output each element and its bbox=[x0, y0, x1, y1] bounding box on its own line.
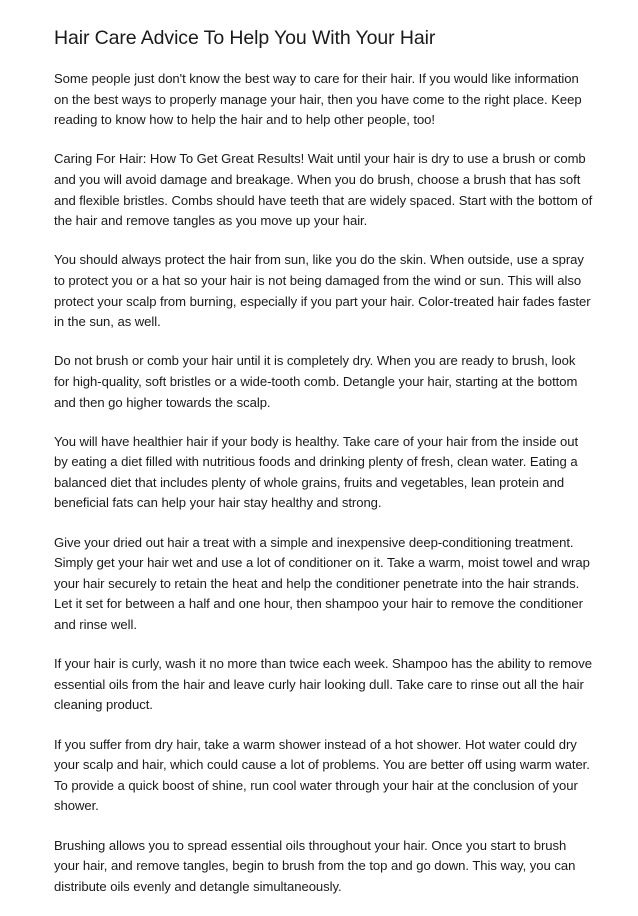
paragraph-brushing-dry: Do not brush or comb your hair until it is completely dry. When you are ready to brush, look for high-quality, soft bristles or a wide-tooth comb. Detangle your hair, starting at the bottom and then go higher towards the scalp. bbox=[54, 353, 578, 410]
paragraph-healthy-body: You will have healthier hair if your body is healthy. Take care of your hair from the inside out by eating a diet filled with nutritious foods and drinking plenty of fresh, clean water. Eating a balanced diet that includes plenty of whole grains, fruits and vegetables, lean protein and beneficial fats can help your hair stay healthy and strong. bbox=[54, 433, 579, 511]
paragraph-brushing-oils: Brushing allows you to spread essential oils throughout your hair. Once you start to brush your hair, and remove tangles, begin to brush from the top and go down. This way, you can distribute oils evenly and detangle simultaneously. bbox=[54, 837, 576, 894]
paragraph-dry-hair-shower: If you suffer from dry hair, take a warm shower instead of a hot shower. Hot water could dry your scalp and hair, which could cause a lot of problems. You are better off using warm water. To provide a quick boost of shine, run cool water through your hair at the conclusion of your shower. bbox=[54, 736, 590, 814]
paragraph-sun-protection: You should always protect the hair from sun, like you do the skin. When outside, use a spray to protect you or a hat so your hair is not being damaged from the wind or sun. This will also protect your scalp from burning, especially if you part your hair. Color-treated hair fades faster in the sun, as well. bbox=[54, 252, 591, 330]
paragraph-deep-conditioning: Give your dried out hair a treat with a simple and inexpensive deep-conditioning treatment. Simply get your hair wet and use a lot of conditioner on it. Take a warm, moist towel and wrap your hair securely to retain the heat and help the conditioner penetrate into the hair strands. Let it set for between a half and one hour, then shampoo your hair to remove the conditioner and rinse well. bbox=[54, 534, 590, 633]
document-page bbox=[54, 24, 594, 916]
paragraph-curly-hair: If your hair is curly, wash it no more than twice each week. Shampoo has the ability to remove essential oils from the hair and leave curly hair looking dull. Take care to rinse out all the hair cleaning product. bbox=[54, 656, 592, 713]
document-title: Hair Care Advice To Help You With Your Hair bbox=[54, 27, 436, 49]
paragraph-caring-for-hair: Caring For Hair: How To Get Great Results! Wait until your hair is dry to use a brush or comb and you will avoid damage and breakage. When you do brush, choose a brush that has soft and flexible bristles. Combs should have teeth that are widely spaced. Start with the bottom of the hair and remove tangles as you move up your hair. bbox=[54, 151, 593, 229]
paragraph-intro: Some people just don't know the best way to care for their hair. If you would like information on the best ways to properly manage your hair, then you have come to the right place. Keep reading to know how to help the hair and to help other people, too! bbox=[54, 71, 582, 128]
